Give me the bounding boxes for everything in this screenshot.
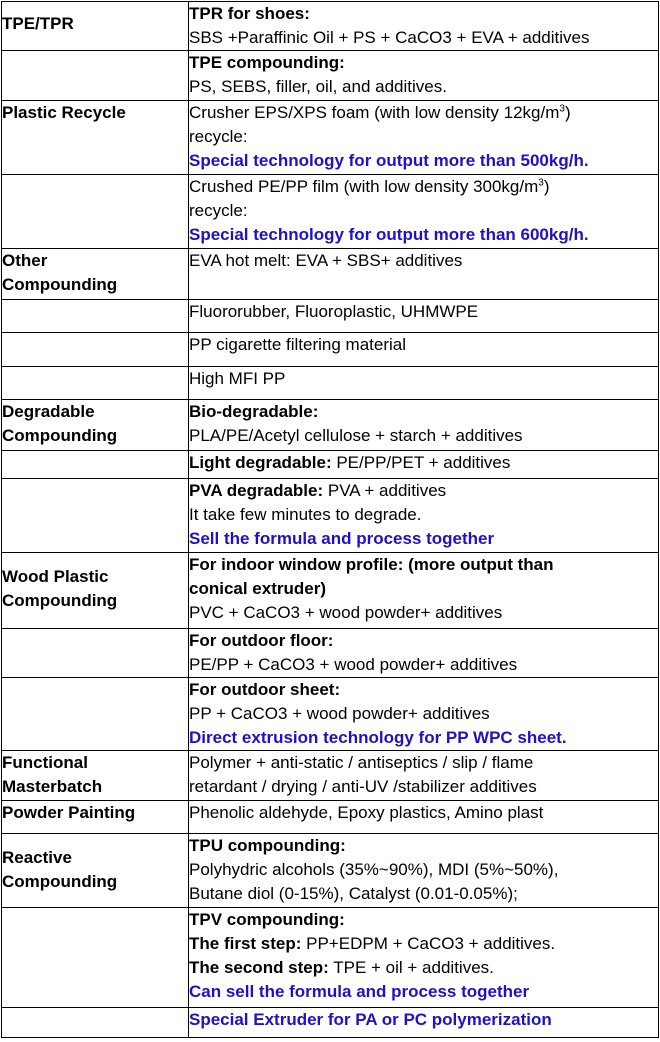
category-cell — [2, 400, 189, 451]
description-cell — [189, 300, 659, 333]
row-text: Polymer + anti-static / antiseptics / slip / flame — [189, 753, 534, 772]
text-part: ) — [543, 177, 550, 196]
category-cell — [2, 367, 189, 400]
row-text — [189, 479, 658, 503]
text-part: PE/PP/PET + additives — [331, 453, 511, 472]
category-label: TPE/TPR — [2, 14, 74, 33]
table-row — [2, 451, 659, 479]
description-cell — [189, 1008, 659, 1038]
row-heading: TPE compounding: — [189, 53, 345, 72]
category-cell — [2, 751, 189, 801]
description-cell — [189, 400, 659, 451]
highlight-text: Sell the formula and process together — [189, 529, 495, 548]
row-text: PLA/PE/Acetyl cellulose + starch + additives — [189, 426, 523, 445]
table-row — [2, 333, 659, 367]
category-cell — [2, 451, 189, 479]
description-cell — [189, 553, 659, 629]
row-heading: For outdoor floor: — [189, 631, 334, 650]
description-cell — [189, 629, 659, 678]
highlight-text: Special technology for output more than 500kg/h. — [189, 151, 589, 170]
row-heading: TPV compounding: — [189, 910, 345, 929]
highlight-text: Special Extruder for PA or PC polymerization — [189, 1010, 552, 1029]
category-cell — [2, 300, 189, 333]
row-heading: The second step: — [189, 958, 329, 977]
category-cell — [2, 908, 189, 1008]
row-text — [189, 932, 658, 956]
category-cell — [2, 801, 189, 834]
description-cell — [189, 801, 659, 834]
highlight-text: Special technology for output more than 600kg/h. — [189, 225, 589, 244]
table-row — [2, 249, 659, 300]
description-cell — [189, 834, 659, 908]
category-label: Compounding — [2, 872, 118, 891]
text-part: PVA + additives — [323, 481, 447, 500]
table-row — [2, 51, 659, 101]
row-heading: The first step: — [189, 934, 302, 953]
category-label: Compounding — [2, 591, 118, 610]
description-cell — [189, 175, 659, 249]
description-cell — [189, 479, 659, 553]
row-text — [189, 956, 658, 980]
row-text: retardant / drying / anti-UV /stabilizer additives — [189, 777, 537, 796]
table-row — [2, 2, 659, 51]
table-row — [2, 175, 659, 249]
row-text: It take few minutes to degrade. — [189, 505, 422, 524]
category-label: Masterbatch — [2, 777, 103, 796]
description-cell — [189, 678, 659, 751]
row-text: SBS +Paraffinic Oil + PS + CaCO3 + EVA + additives — [189, 28, 590, 47]
row-heading: PVA degradable: — [189, 481, 324, 500]
category-cell — [2, 553, 189, 629]
row-text: recycle: — [189, 201, 248, 220]
category-label: Degradable — [2, 402, 95, 421]
row-heading: Bio-degradable: — [189, 402, 319, 421]
highlight-text: Can sell the formula and process together — [189, 982, 530, 1001]
text-part: ) — [564, 103, 571, 122]
text-part: PP+EDPM + CaCO3 + additives. — [301, 934, 556, 953]
category-cell — [2, 333, 189, 367]
row-text: Polyhydric alcohols (35%~90%), MDI (5%~50%), — [189, 860, 559, 879]
text-part: Crushed PE/PP film (with low density 300kg/m — [189, 177, 539, 196]
row-text: High MFI PP — [189, 369, 286, 388]
table-row — [2, 300, 659, 333]
table-row — [2, 553, 659, 629]
category-cell — [2, 101, 189, 175]
text-part: Crusher EPS/XPS foam (with low density 12kg/m — [189, 103, 560, 122]
description-cell — [189, 367, 659, 400]
table-row — [2, 678, 659, 751]
row-text: Fluororubber, Fluoroplastic, UHMWPE — [189, 302, 479, 321]
description-cell — [189, 333, 659, 367]
row-text — [189, 451, 658, 475]
description-cell — [189, 751, 659, 801]
row-text — [189, 101, 658, 125]
category-cell — [2, 51, 189, 101]
category-cell — [2, 834, 189, 908]
category-label: Other — [2, 251, 48, 270]
category-label: Compounding — [2, 426, 118, 445]
products-table — [1, 1, 659, 1038]
category-label: Wood Plastic — [2, 567, 109, 586]
category-label: Compounding — [2, 275, 118, 294]
table-row — [2, 751, 659, 801]
row-text: recycle: — [189, 127, 248, 146]
table-row — [2, 479, 659, 553]
text-part: TPE + oil + additives. — [328, 958, 494, 977]
table-row — [2, 629, 659, 678]
category-label: Plastic Recycle — [2, 103, 126, 122]
category-label: Powder Painting — [2, 803, 136, 822]
row-text: Phenolic aldehyde, Epoxy plastics, Amino plast — [189, 803, 544, 822]
description-cell — [189, 249, 659, 300]
row-heading: For indoor window profile: (more output than — [189, 555, 554, 574]
row-heading: conical extruder) — [189, 579, 326, 598]
description-cell — [189, 101, 659, 175]
superscript: 3 — [559, 103, 565, 115]
row-text: PVC + CaCO3 + wood powder+ additives — [189, 603, 503, 622]
table-row — [2, 908, 659, 1008]
row-heading: TPU compounding: — [189, 836, 346, 855]
row-heading: Light degradable: — [189, 453, 332, 472]
category-cell — [2, 629, 189, 678]
category-cell — [2, 175, 189, 249]
superscript: 3 — [538, 177, 544, 189]
table-row — [2, 1008, 659, 1038]
description-cell — [189, 2, 659, 51]
category-cell — [2, 249, 189, 300]
row-text — [189, 175, 658, 199]
row-text: EVA hot melt: EVA + SBS+ additives — [189, 251, 463, 270]
highlight-text: Direct extrusion technology for PP WPC sheet. — [189, 728, 567, 747]
category-cell — [2, 2, 189, 51]
category-cell — [2, 678, 189, 751]
row-text: Butane diol (0-15%), Catalyst (0.01-0.05%); — [189, 884, 518, 903]
table-row — [2, 400, 659, 451]
category-label: Reactive — [2, 848, 72, 867]
row-text: PE/PP + CaCO3 + wood powder+ additives — [189, 655, 518, 674]
row-heading: TPR for shoes: — [189, 4, 310, 23]
row-text: PP cigarette filtering material — [189, 335, 407, 354]
table-row — [2, 101, 659, 175]
description-cell — [189, 451, 659, 479]
category-cell — [2, 1008, 189, 1038]
table-row — [2, 834, 659, 908]
table-row — [2, 367, 659, 400]
row-text: PP + CaCO3 + wood powder+ additives — [189, 704, 490, 723]
row-heading: For outdoor sheet: — [189, 680, 341, 699]
category-label: Functional — [2, 753, 88, 772]
table-row — [2, 801, 659, 834]
row-text: PS, SEBS, filler, oil, and additives. — [189, 77, 447, 96]
description-cell — [189, 51, 659, 101]
category-cell — [2, 479, 189, 553]
description-cell — [189, 908, 659, 1008]
